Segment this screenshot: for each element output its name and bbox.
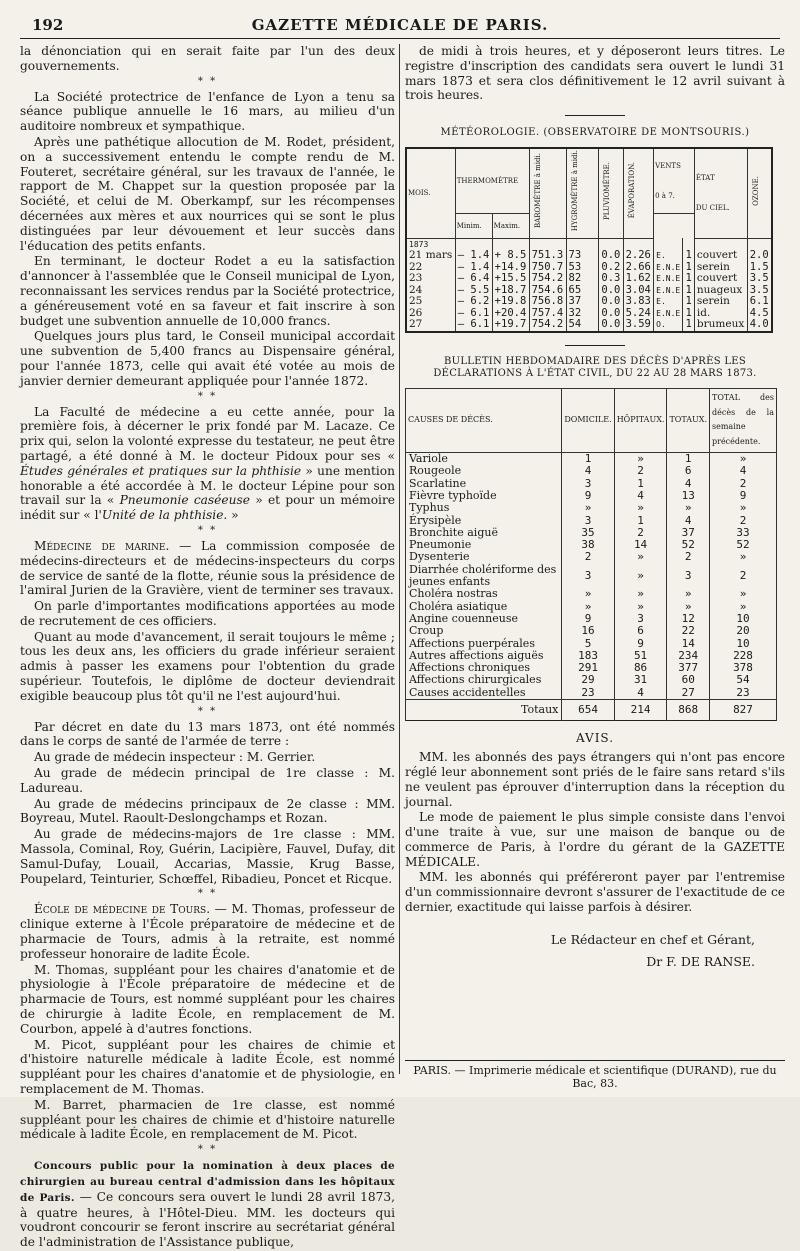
totals-row: Totaux 654 214 868 827 [406, 700, 777, 721]
col-mois: MOIS. [406, 148, 455, 238]
section-heading: Concours public pour la nomination à deux places de chirurgien au bureau central d'admission dans les hôpitaux de Paris. [20, 1160, 395, 1204]
paragraph-concours: Concours public pour la nomination à deux places de chirurgien au bureau central d'admission dans les hôpitaux de Paris. — Ce concours sera ouvert le lundi 28 avril 1873, à quatre heures, à l'Hôtel-Dieu. MM. les docteurs qui voudront concourir se feront inscrire au secrétariat général de l'administration de l'Assistance publique, [20, 1160, 395, 1250]
paragraph: M. Picot, suppléant pour les chaires de chimie et d'histoire naturelle médicale à ladite École, est nommé suppléant pour les chaires d'anatomie et de physiologie, en remplacement de M. Thomas. [20, 1037, 395, 1096]
paragraph: MM. les abonnés des pays étrangers qui n'ont pas encore réglé leur abonnement sont priés de le faire sans retard s'ils ne veulent pas éprouver d'interruption dans la réception du journal. [405, 750, 785, 809]
deces-row: Choléra asiatique » » » » [406, 601, 777, 613]
deces-row: Causes accidentelles 23 4 27 23 [406, 687, 777, 700]
divider [565, 115, 625, 116]
meteo-year-row: 1873 [406, 238, 772, 250]
paragraph: Le mode de paiement le plus simple consiste dans l'envoi d'une traite à vue, sur une maison de banque ou de commerce de Paris, à l'ordre du gérant de la GAZETTE MÉDICALE. [405, 810, 785, 869]
divider [565, 345, 625, 346]
paragraph: M. Barret, pharmacien de 1re classe, est nommé suppléant pour les chaires de chimie et d'histoire naturelle médicale à ladite École, en remplacement de M. Picot. [20, 1097, 395, 1142]
deces-row: Scarlatine 3 1 4 2 [406, 478, 777, 490]
avis-title: AVIS. [575, 731, 615, 746]
paragraph: La Société protectrice de l'enfance de Lyon a tenu sa séance publique annuelle le 16 mars, au milieu d'un auditoire nombreux et sympathique. [20, 89, 395, 134]
col-vents: VENTS 0 à 7. [654, 148, 695, 214]
deces-table [405, 388, 777, 721]
paragraph: Au grade de médecins-majors de 1re classe : MM. Massola, Cominal, Roy, Guérin, Lacipière, Fauvel, Dufay, dit Samul-Dufay, Louail, Accarias, Massie, Krug Basse, Poupelard, Teinturier, Schœffel, Ribadieu, Poncet et Ricque. [20, 827, 395, 886]
paragraph: Après une pathétique allocution de M. Rodet, président, on a successivement entendu le compte rendu de M. Fouteret, secrétaire général, sur les travaux de l'année, le rapport de M. Chappet sur la question proposée par la Société, et celui de M. Oberkampf, sur les récompenses décernées aux mères et aux nourrices qui se sont le plus distinguées par leur dévouement et leur succès dans l'éducation des petits enfants. [20, 134, 395, 253]
col-hygro: HYGROMÈTRE à midi. [566, 148, 599, 238]
deces-row: Érysipèle 3 1 4 2 [406, 515, 777, 527]
col-hopitaux: HÔPITAUX. [614, 388, 667, 452]
meteo-row: 26 — 6.1 +20.4 757.4 32 0.0 5.24 E.N.E 1 id. 4.5 [406, 308, 772, 320]
deces-row: Affections chirurgicales 29 31 60 54 [406, 674, 777, 686]
meteo-row: 23 — 6.4 +15.5 754.2 82 0.3 1.62 E.N.E 1 couvert 3.5 [406, 273, 772, 285]
section-heading: École de médecine de Tours. [34, 902, 211, 917]
deces-row: Angine couenneuse 9 3 12 10 [406, 613, 777, 625]
col-max: Maxim. [492, 214, 529, 239]
deces-row: Dysenterie 2 » 2 » [406, 551, 777, 563]
col-min: Minim. [455, 214, 492, 239]
paragraph: Quant au mode d'avancement, il serait toujours le même ; tous les deux ans, les officiers du grade inférieur seraient admis à passer les examens pour l'obtention du grade supérieur. Toutefois, le diplôme de docteur deviendrait exigible beaucoup plus tôt qu'il ne l'est aujourd'hui. [20, 629, 395, 703]
paragraph: Quelques jours plus tard, le Conseil municipal accordait une subvention de 5,400 francs au Dispensaire général, pour l'année 1873, celle qui avait été votée au mois de janvier dernier demeurant appliquée pour l'année 1872. [20, 329, 395, 388]
deces-row: Typhus » » » » [406, 502, 777, 514]
paragraph: Au grade de médecins principaux de 2e classe : MM. Boyreau, Mutel. Raoult-Deslongchamps et Rozan. [20, 796, 395, 826]
col-domicile: DOMICILE. [562, 388, 614, 452]
meteo-row: 21 mars — 1.4 + 8.5 751.3 73 0.0 2.26 E. 1 couvert 2.0 [406, 250, 772, 262]
deces-row: Choléra nostras » » » » [406, 588, 777, 600]
deces-row: Pneumonie 38 14 52 52 [406, 539, 777, 551]
paragraph-tours: École de médecine de Tours. — M. Thomas, professeur de clinique externe à l'École préparatoire de médecine et de pharmacie de Tours, admis à la retraite, est nommé professeur honoraire de ladite École. [20, 902, 396, 961]
page-header [20, 14, 780, 39]
left-column [20, 44, 395, 1251]
col-causes: CAUSES DE DÉCÈS. [406, 388, 562, 452]
section-stars: * * [197, 705, 218, 717]
section-heading: Médecine de marine. [34, 538, 170, 553]
deces-row: Variole 1 » 1 » [406, 453, 777, 466]
imprint: PARIS. — Imprimerie médicale et scientifique (DURAND), rue du Bac, 83. [405, 1060, 785, 1090]
col-baro: BAROMÈTRE à midi. [529, 148, 566, 238]
signature [405, 929, 785, 973]
bulletin-title: BULLETIN HEBDOMADAIRE DES DÉCÈS D'APRÈS LES DÉCLARATIONS À L'ÉTAT CIVIL, DU 22 AU 28 MARS 1873. [433, 355, 757, 379]
col-etat: ÉTAT DU CIEL. [694, 148, 747, 238]
deces-row: Affections chroniques 291 86 377 378 [406, 662, 777, 674]
meteo-row: 24 — 5.5 +18.7 754.6 65 0.0 3.04 E.N.E 1 nuageux 3.5 [406, 285, 772, 297]
signature-role: Le Rédacteur en chef et Gérant, [550, 931, 755, 947]
paragraph: la dénonciation qui en serait faite par l'un des deux gouvernements. [20, 44, 395, 73]
paragraph-marine: Médecine de marine. — La commission composée de médecins-directeurs et de médecins-inspecteurs du corps de service de santé de la flotte, réunie sous la présidence de l'amiral Jurien de la Gravière, vient de terminer ses travaux. [20, 538, 395, 598]
paragraph: MM. les abonnés qui préféreront payer par l'entremise d'un commissionnaire devront s'assurer de l'exactitude de ce dernier, exactitude qui laisse parfois à désirer. [405, 870, 785, 915]
right-column [405, 44, 785, 973]
paragraph: de midi à trois heures, et y déposeront leurs titres. Le registre d'inscription des candidats sera ouvert le lundi 31 mars 1873 et sera clos définitivement le 12 avril suivant à trois heures. [405, 44, 785, 103]
deces-row: Bronchite aiguë 35 2 37 33 [406, 527, 777, 539]
meteo-table [405, 147, 773, 333]
col-totaux: TOTAUX. [667, 388, 710, 452]
deces-row: Autres affections aiguës 183 51 234 228 [406, 650, 777, 662]
col-ozone: OZONE. [747, 148, 772, 238]
page-number: 192 [32, 16, 64, 34]
paragraph: Au grade de médecin principal de 1re classe : M. Ladureau. [20, 766, 395, 795]
section-stars: * * [197, 1144, 218, 1156]
section-stars: * * [197, 75, 218, 87]
col-total-prec: TOTAL des décès de la semaine précédente. [710, 388, 777, 452]
section-stars: * * [197, 390, 218, 402]
deces-row: Fièvre typhoïde 9 4 13 9 [406, 490, 777, 502]
col-evap: ÉVAPORATION. [623, 148, 654, 238]
signature-name: Dr F. DE RANSE. [646, 953, 755, 969]
journal-title: GAZETTE MÉDICALE DE PARIS. [251, 16, 549, 34]
col-thermo: THERMOMÈTRE [455, 148, 529, 214]
meteo-row: 22 — 1.4 +14.9 750.7 53 0.2 2.66 E.N.E 1 serein 1.5 [406, 262, 772, 274]
paragraph: Au grade de médecin inspecteur : M. Gerrier. [34, 750, 316, 765]
meteo-row: 27 — 6.1 +19.7 754.2 54 0.0 3.59 O. 1 brumeux 4.0 [406, 319, 772, 332]
paragraph: M. Thomas, suppléant pour les chaires d'anatomie et de physiologie à l'École préparatoire de médecine et de pharmacie de Tours, est nommé suppléant pour les chaires de chirurgie à ladite École, en remplacement de M. Courbon, appelé à d'autres fonctions. [20, 962, 395, 1036]
paragraph: En terminant, le docteur Rodet a eu la satisfaction d'annoncer à l'assemblée que le Conseil municipal de Lyon, reconnaissant les services rendus par la Société protectrice, a généreusement voté en sa faveur et fait inscrire à son budget une subvention annuelle de 10,000 francs. [20, 254, 395, 328]
meteo-row: 25 — 6.2 +19.8 756.8 37 0.0 3.83 E. 1 serein 6.1 [406, 296, 772, 308]
deces-row: Rougeole 4 2 6 4 [406, 465, 777, 477]
paragraph: On parle d'importantes modifications apportées au mode de recrutement de ces officiers. [20, 599, 395, 628]
col-pluvio: PLUVIOMÈTRE. [599, 148, 623, 238]
section-stars: * * [197, 524, 218, 536]
paragraph: Par décret en date du 13 mars 1873, ont été nommés dans le corps de santé de l'armée de terre : [20, 719, 395, 749]
deces-row: Croup 16 6 22 20 [406, 625, 777, 637]
column-divider [399, 44, 400, 1074]
section-stars: * * [197, 888, 218, 900]
deces-row: Affections puerpérales 5 9 14 10 [406, 638, 777, 650]
paragraph-lacaze-prize: La Faculté de médecine a eu cette année, pour la première fois, à décerner le prix fondé par M. Lacaze. Ce prix qui, selon la volonté expresse du testateur, ne peut être partagé, a été donné à M. le docteur Pidoux pour ses « Études générales et pratiques sur la phthisie » une mention honorable a été accordée à M. le docteur Lépine pour son travail sur la « Pneumonie caséeuse » et pour un mémoire inédit sur « l'Unité de la phthisie. » [20, 404, 395, 523]
meteo-title: MÉTÉOROLOGIE. (OBSERVATOIRE DE MONTSOURIS.) [440, 127, 750, 139]
deces-row: Diarrhée cholériforme des jeunes enfants 3 » 3 2 [406, 564, 777, 589]
